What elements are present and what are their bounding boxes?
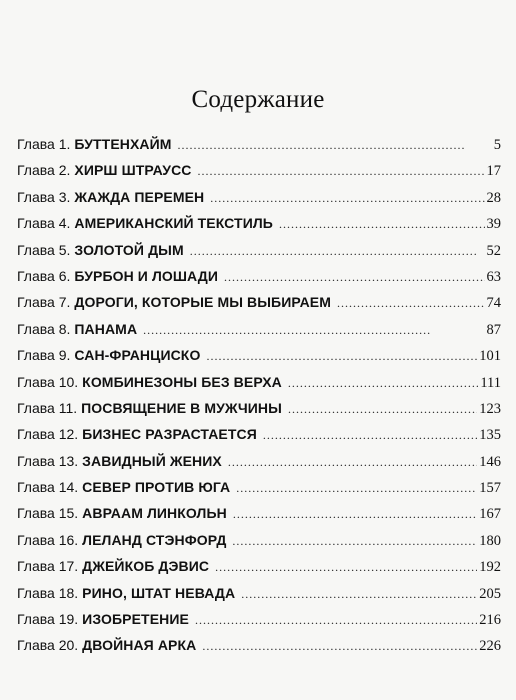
chapter-title: ПАНАМА: [74, 320, 138, 337]
chapter-title: АВРААМ ЛИНКОЛЬН: [82, 505, 227, 522]
page-number: 52: [486, 242, 501, 259]
chapter-title: ЛЕЛАНД СТЭНФОРД: [82, 531, 227, 548]
page-number: 167: [479, 506, 501, 523]
dot-leader: [178, 132, 492, 158]
chapter-label: Глава 1.: [17, 136, 71, 152]
page-number: 216: [479, 612, 501, 629]
dot-leader: [232, 528, 477, 554]
page-number: 101: [479, 348, 501, 365]
toc-entry: [17, 316, 501, 342]
page-number: 63: [486, 268, 501, 285]
chapter-title: ЖАЖДА ПЕРЕМЕН: [74, 188, 205, 205]
chapter-title: САН-ФРАНЦИСКО: [74, 347, 201, 364]
chapter-label: Глава 4.: [17, 215, 71, 232]
chapter-label: Глава 20.: [17, 637, 79, 654]
chapter-label: Глава 17.: [17, 558, 79, 575]
chapter-label: Глава 3.: [17, 188, 71, 205]
dot-leader: [224, 264, 484, 290]
dot-leader: [241, 581, 477, 607]
toc-entry: [17, 157, 501, 183]
chapter-title: АМЕРИКАНСКИЙ ТЕКСТИЛЬ: [74, 215, 273, 232]
page-number: 192: [479, 559, 501, 576]
page-number: 123: [479, 400, 501, 417]
chapter-label: Глава 14.: [17, 479, 79, 496]
chapter-label: Глава 5.: [17, 241, 71, 258]
chapter-title: БУРБОН И ЛОШАДИ: [74, 267, 219, 284]
chapter-label: Глава 7.: [17, 294, 71, 311]
toc-entry: [17, 421, 501, 447]
dot-leader: [288, 396, 477, 422]
chapter-title: ЗОЛОТОЙ ДЫМ: [74, 241, 184, 258]
page-number: 111: [480, 374, 501, 391]
dot-leader: [288, 370, 478, 396]
toc-entry: [17, 237, 501, 263]
toc-entry: [17, 210, 501, 236]
chapter-label: Глава 13.: [17, 452, 79, 469]
chapter-title: ЗАВИДНЫЙ ЖЕНИХ: [82, 452, 222, 469]
chapter-label: Глава 11.: [17, 399, 78, 416]
chapter-title: ХИРШ ШТРАУСС: [74, 162, 192, 179]
chapter-title: ДЖЕЙКОБ ДЭВИС: [82, 558, 210, 575]
chapter-label: Глава 18.: [17, 584, 79, 601]
page-number: 5: [493, 137, 501, 153]
dot-leader: [202, 633, 477, 659]
page-number: 17: [486, 163, 501, 180]
toc-entry: [17, 395, 501, 421]
page-number: 157: [479, 480, 501, 497]
chapter-label: Глава 12.: [17, 426, 79, 443]
page-number: 39: [486, 216, 501, 233]
dot-leader: [195, 607, 477, 633]
toc-entry: [17, 263, 501, 289]
page-number: 74: [486, 295, 501, 312]
dot-leader: [337, 290, 485, 316]
bleed-through-line: [20, 0, 506, 16]
chapter-label: Глава 16.: [17, 531, 79, 548]
toc-entry: [17, 448, 501, 474]
chapter-title: РИНО, ШТАТ НЕВАДА: [82, 584, 236, 601]
page-number: 28: [486, 189, 501, 206]
chapter-label: Глава 2.: [17, 162, 71, 179]
bleed-through-line: [20, 22, 506, 44]
table-of-contents: [17, 131, 501, 659]
chapter-title: ИЗОБРЕТЕНИЕ: [82, 611, 189, 628]
toc-entry: [17, 131, 501, 157]
chapter-label: Глава 10.: [17, 373, 79, 390]
chapter-label: Глава 19.: [17, 611, 79, 628]
toc-entry: [17, 527, 501, 553]
toc-entry: [17, 580, 501, 606]
dot-leader: [263, 422, 477, 448]
dot-leader: [228, 449, 477, 475]
chapter-label: Глава 9.: [17, 347, 71, 364]
toc-entry: [17, 606, 501, 632]
dot-leader: [190, 238, 485, 264]
dot-leader: [143, 317, 484, 343]
dot-leader: [210, 185, 484, 211]
toc-entry: [17, 342, 501, 368]
dot-leader: [236, 475, 477, 501]
chapter-title: ДВОЙНАЯ АРКА: [82, 637, 197, 654]
dot-leader: [206, 343, 477, 369]
chapter-title: КОМБИНЕЗОНЫ БЕЗ ВЕРХА: [82, 373, 282, 390]
dot-leader: [233, 501, 477, 527]
chapter-label: Глава 15.: [17, 505, 79, 522]
page-number: 205: [479, 585, 501, 602]
page-number: 135: [479, 427, 501, 444]
chapter-title: БУТТЕНХАЙМ: [74, 136, 172, 152]
chapter-title: ДОРОГИ, КОТОРЫЕ МЫ ВЫБИРАЕМ: [74, 294, 331, 311]
chapter-label: Глава 8.: [17, 320, 71, 337]
toc-entry: [17, 184, 501, 210]
page-number: 87: [486, 321, 501, 338]
chapter-title: БИЗНЕС РАЗРАСТАЕТСЯ: [82, 426, 257, 443]
page-number: 146: [479, 453, 501, 470]
page-number: 180: [479, 532, 501, 549]
toc-entry: [17, 369, 501, 395]
chapter-title: ПОСВЯЩЕНИЕ В МУЖЧИНЫ: [81, 399, 282, 416]
toc-entry: [17, 632, 501, 658]
toc-entry: [17, 289, 501, 315]
page-number: 226: [479, 638, 501, 655]
chapter-title: СЕВЕР ПРОТИВ ЮГА: [82, 479, 231, 496]
toc-entry: [17, 553, 501, 579]
dot-leader: [215, 554, 477, 580]
chapter-label: Глава 6.: [17, 267, 71, 284]
page-title: Содержание: [191, 86, 325, 113]
dot-leader: [198, 158, 485, 184]
bleed-through-text: [20, 0, 506, 60]
toc-entry: [17, 500, 501, 526]
toc-entry: [17, 474, 501, 500]
dot-leader: [279, 211, 485, 237]
